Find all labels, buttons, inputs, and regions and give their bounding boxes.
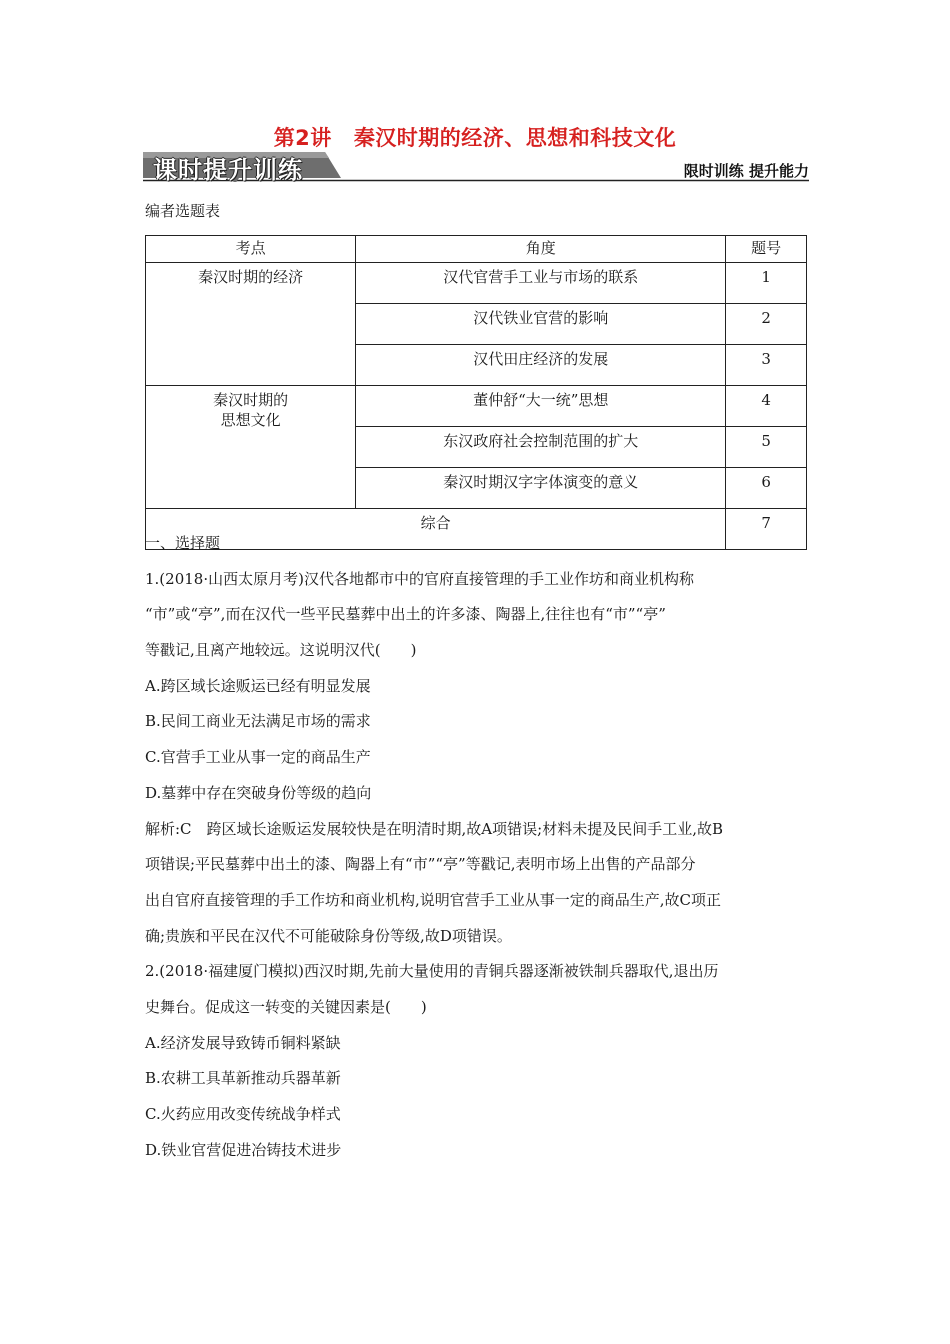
number-cell: 7 xyxy=(726,509,807,550)
option-b: B.民间工商业无法满足市场的需求 xyxy=(145,712,371,731)
analysis-line: 项错误;平民墓葬中出土的漆、陶器上有“市”“亭”等戳记,表明市场上出售的产品部分 xyxy=(145,855,696,874)
table-header-row xyxy=(146,236,807,263)
summary-cell: 综合 xyxy=(146,509,726,550)
question-2 xyxy=(145,958,807,1172)
topic-line: 思想文化 xyxy=(220,411,281,429)
option-d: D.墓葬中存在突破身份等级的趋向 xyxy=(145,783,372,802)
number-cell: 3 xyxy=(726,345,807,386)
section-banner xyxy=(143,148,809,182)
topic-line: 秦汉时期的 xyxy=(213,391,289,409)
banner-label: 课时提升训练 xyxy=(153,156,303,184)
question-stem-line: “市”或“亭”,而在汉代一些平民墓葬中出土的许多漆、陶器上,往往也有“市”“亭” xyxy=(145,605,666,624)
topic-cell: 秦汉时期的经济 xyxy=(146,263,356,386)
number-cell: 2 xyxy=(726,304,807,345)
option-d: D.铁业官营促进冶铸技术进步 xyxy=(145,1140,342,1159)
question-stem-line: 史舞台。促成这一转变的关键因素是( ) xyxy=(145,997,427,1016)
option-b: B.农耕工具革新推动兵器革新 xyxy=(145,1069,341,1088)
analysis-line: 出自官府直接管理的手工作坊和商业机构,说明官营手工业从事一定的商品生产,故C项正 xyxy=(145,890,722,909)
question-1 xyxy=(145,566,807,959)
table-row xyxy=(146,263,807,304)
header-angle: 角度 xyxy=(356,236,726,263)
questions xyxy=(145,530,807,1172)
analysis-line: 确;贵族和平民在汉代不可能破除身份等级,故D项错误。 xyxy=(145,926,512,945)
topic-cell xyxy=(146,386,356,509)
header-number: 题号 xyxy=(726,236,807,263)
angle-cell: 汉代田庄经济的发展 xyxy=(356,345,726,386)
option-a: A.跨区域长途贩运已经有明显发展 xyxy=(145,676,371,695)
number-cell: 6 xyxy=(726,468,807,509)
question-stem-line: 2.(2018·福建厦门模拟)西汉时期,先前大量使用的青铜兵器逐渐被铁制兵器取代,退出历 xyxy=(145,962,719,981)
option-c: C.官营手工业从事一定的商品生产 xyxy=(145,748,371,767)
option-a: A.经济发展导致铸币铜料紧缺 xyxy=(145,1033,341,1052)
number-cell: 5 xyxy=(726,427,807,468)
number-cell: 1 xyxy=(726,263,807,304)
question-stem-line: 等戳记,且离产地较远。这说明汉代( ) xyxy=(145,641,417,660)
question-stem-line: 1.(2018·山西太原月考)汉代各地都市中的官府直接管理的手工业作坊和商业机构称 xyxy=(145,569,694,588)
lesson-title: 秦汉时期的经济、思想和科技文化 xyxy=(353,126,677,150)
angle-cell: 秦汉时期汉字字体演变的意义 xyxy=(356,468,726,509)
angle-cell: 董仲舒“大一统”思想 xyxy=(356,386,726,427)
table-caption: 编者选题表 xyxy=(145,202,221,220)
number-cell: 4 xyxy=(726,386,807,427)
table-row xyxy=(146,386,807,427)
section-heading: 一、选择题 xyxy=(145,534,221,552)
angle-cell: 汉代官营手工业与市场的联系 xyxy=(356,263,726,304)
lesson-number: 第2讲 xyxy=(273,126,332,150)
angle-cell: 东汉政府社会控制范围的扩大 xyxy=(356,427,726,468)
header-topic: 考点 xyxy=(146,236,356,263)
topic-table xyxy=(145,235,807,550)
angle-cell: 汉代铁业官营的影响 xyxy=(356,304,726,345)
banner-slogan: 限时训练 提升能力 xyxy=(683,162,809,180)
option-c: C.火药应用改变传统战争样式 xyxy=(145,1105,341,1123)
analysis-line: 解析:C 跨区域长途贩运发展较快是在明清时期,故A项错误;材料未提及民间手工业,故B xyxy=(145,819,723,838)
